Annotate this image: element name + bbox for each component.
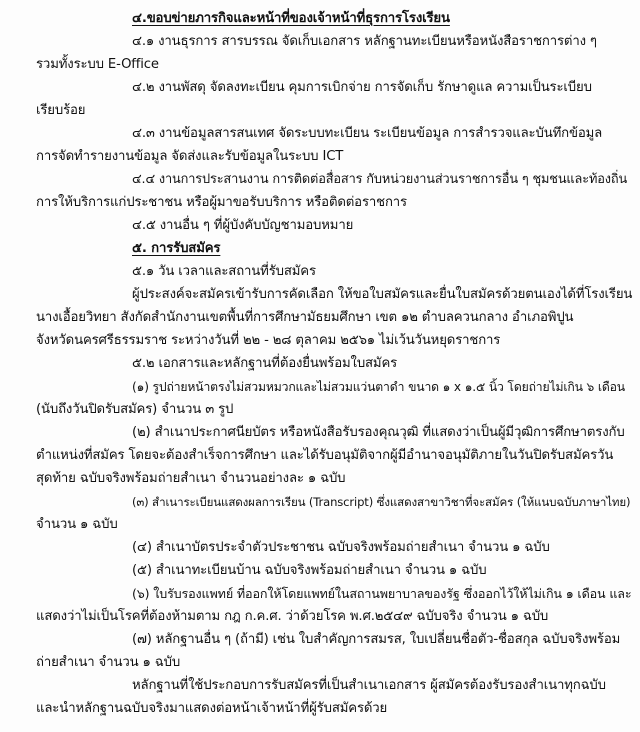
scope-item-4-2-cont: เรียบร้อย xyxy=(36,103,86,118)
requirement-1-cont: (นับถึงวันปิดรับสมัคร) จำนวน ๓ รูป xyxy=(36,402,234,417)
scope-item-4-1-cont: รวมทั้งระบบ E-Office xyxy=(36,57,159,72)
requirement-2-cont2: สุดท้าย ฉบับจริงพร้อมถ่ายสำเนา จำนวนอย่างละ ๑ ฉบับ xyxy=(36,471,346,486)
requirement-3-cont: จำนวน ๑ ฉบับ xyxy=(36,517,118,532)
scope-item-4-4-cont: การให้บริการแก่ประชาชน หรือผู้มาขอรับบริการ หรือติดต่อราชการ xyxy=(36,195,407,210)
requirement-6: (๖) ใบรับรองแพทย์ ที่ออกให้โดยแพทย์ในสถานพยาบาลของรัฐ ซึ่งออกไว้ให้ไม่เกิน ๑ เดือน และ xyxy=(132,586,632,601)
section-heading-apply: ๕. การรับสมัคร xyxy=(132,241,221,256)
requirement-1: (๑) รูปถ่ายหน้าตรงไม่สวมหมวกและไม่สวมแว่นตาดำ ขนาด ๑ x ๑.๕ นิ้ว โดยถ่ายไม่เกิน ๖ เดือน xyxy=(132,380,625,394)
requirement-5: (๕) สำเนาทะเบียนบ้าน ฉบับจริงพร้อมถ่ายสำเนา จำนวน ๑ ฉบับ xyxy=(132,563,487,578)
apply-5-1-title: ๕.๑ วัน เวลาและสถานที่รับสมัคร xyxy=(132,264,316,279)
apply-5-1-text: ผู้ประสงค์จะสมัครเข้ารับการคัดเลือก ให้ขอใบสมัครและยื่นใบสมัครด้วยตนเองได้ที่โรงเรียน xyxy=(132,287,633,302)
apply-5-1-text-cont: นางเอื้อยวิทยา สังกัดสำนักงานเขตพื้นที่การศึกษามัธยมศึกษา เขต ๑๒ ตำบลควนกลาง อำเภอพิปูน xyxy=(36,310,574,325)
scope-item-4-3: ๔.๓ งานข้อมูลสารสนเทศ จัดระบบทะเบียน ระเบียนข้อมูล การสำรวจและบันทึกข้อมูล xyxy=(132,126,603,141)
scope-item-4-1: ๔.๑ งานธุรการ สารบรรณ จัดเก็บเอกสาร หลักฐานทะเบียนหรือหนังสือราชการต่าง ๆ xyxy=(132,34,597,49)
scope-item-4-4: ๔.๔ งานการประสานงาน การติดต่อสื่อสาร กับหน่วยงานส่วนราชการอื่น ๆ ชุมชนและท้องถิ่น xyxy=(132,172,628,187)
requirement-2: (๒) สำเนาประกาศนียบัตร หรือหนังสือรับรองคุณวุฒิ ที่แสดงว่าเป็นผู้มีวุฒิการศึกษาตรงกับ xyxy=(132,425,625,440)
requirement-7-cont: ถ่ายสำเนา จำนวน ๑ ฉบับ xyxy=(36,655,181,670)
closing-note: หลักฐานที่ใช้ประกอบการรับสมัครที่เป็นสำเนาเอกสาร ผู้สมัครต้องรับรองสำเนาทุกฉบับ xyxy=(132,678,606,693)
scope-item-4-5: ๔.๕ งานอื่น ๆ ที่ผู้บังคับบัญชามอบหมาย xyxy=(132,218,354,233)
requirement-2-cont: ตำแหน่งที่สมัคร โดยจะต้องสำเร็จการศึกษา และได้รับอนุมัติจากผู้มีอำนาจอนุมัติภายในวันปิดรับสมัครวัน xyxy=(36,448,614,463)
requirement-7: (๗) หลักฐานอื่น ๆ (ถ้ามี) เช่น ใบสำคัญการสมรส, ใบเปลี่ยนชื่อตัว-ชื่อสกุล ฉบับจริงพร้อม xyxy=(132,632,621,647)
scope-item-4-2: ๔.๒ งานพัสดุ จัดลงทะเบียน คุมการเบิกจ่าย การจัดเก็บ รักษาดูแล ความเป็นระเบียบ xyxy=(132,80,592,95)
requirement-6-cont: แสดงว่าไม่เป็นโรคที่ต้องห้ามตาม กฎ ก.ค.ศ. ว่าด้วยโรค พ.ศ.๒๕๔๙ ฉบับจริง จำนวน ๑ ฉบับ xyxy=(36,609,549,624)
apply-5-2-title: ๕.๒ เอกสารและหลักฐานที่ต้องยื่นพร้อมใบสมัคร xyxy=(132,356,398,371)
closing-note-cont: และนำหลักฐานฉบับจริงมาแสดงต่อหน้าเจ้าหน้าที่ผู้รับสมัครด้วย xyxy=(36,701,388,716)
section-heading-scope: ๔.ขอบข่ายภารกิจและหน้าที่ของเจ้าหน้าที่ธุรการโรงเรียน xyxy=(132,11,450,26)
apply-5-1-text-cont2: จังหวัดนครศรีธรรมราช ระหว่างวันที่ ๒๒ - ๒๘ ตุลาคม ๒๕๖๑ ไม่เว้นวันหยุดราชการ xyxy=(36,333,501,348)
requirement-3: (๓) สำเนาระเบียนแสดงผลการเรียน (Transcript) ซึ่งแสดงสาขาวิชาที่จะสมัคร (ให้แนบฉบับภาษาไทย) xyxy=(132,495,631,509)
scope-item-4-3-cont: การจัดทำรายงานข้อมูล จัดส่งและรับข้อมูลในระบบ ICT xyxy=(36,149,344,164)
requirement-4: (๔) สำเนาบัตรประจำตัวประชาชน ฉบับจริงพร้อมถ่ายสำเนา จำนวน ๑ ฉบับ xyxy=(132,540,550,555)
